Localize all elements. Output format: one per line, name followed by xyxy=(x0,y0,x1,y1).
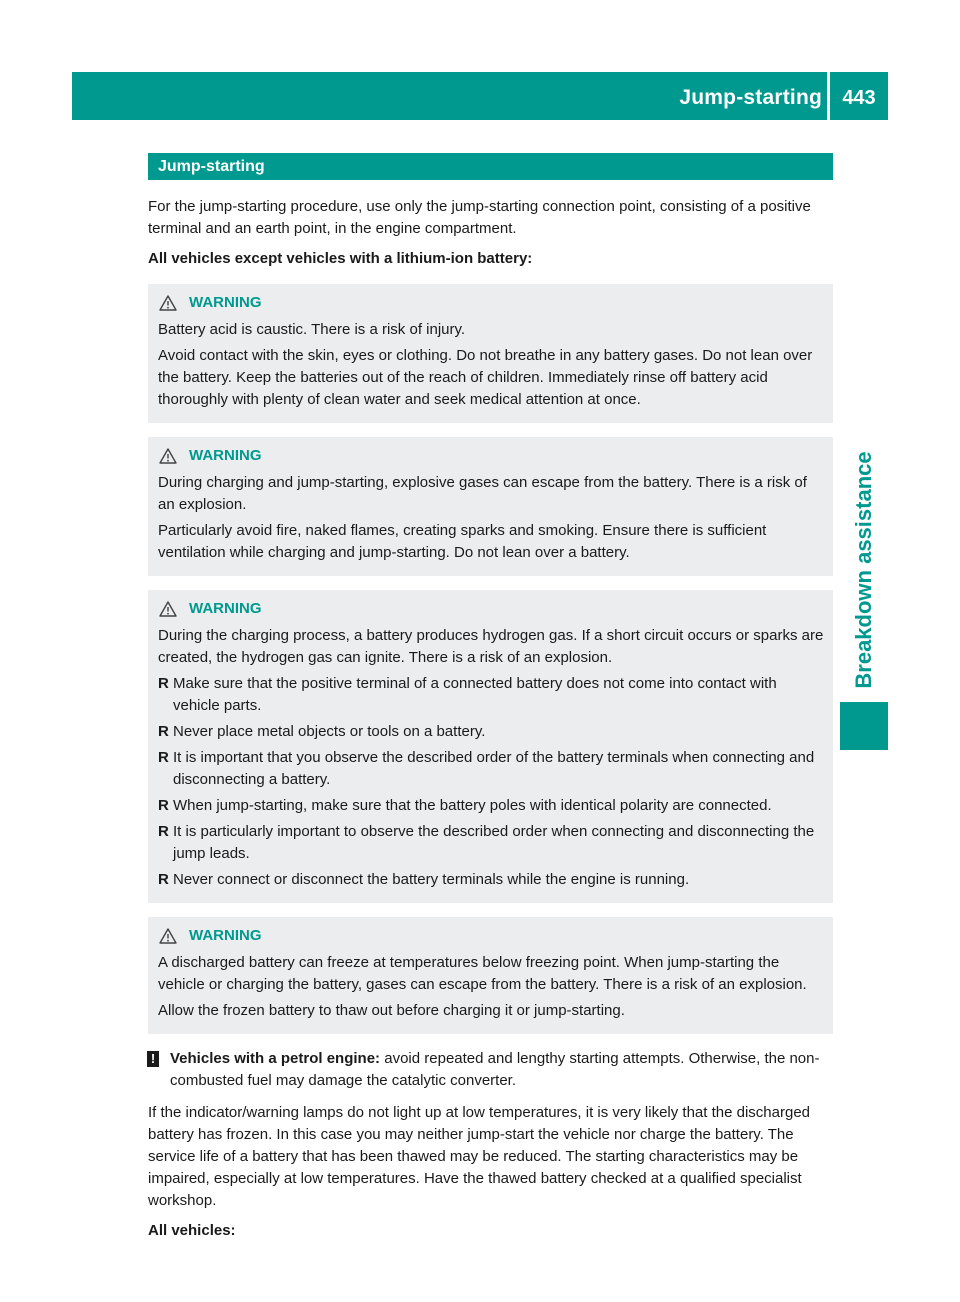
notice-body: avoid repeated and lengthy starting attempts. Otherwise, the non-combusted fuel may damage the catalytic converter. xyxy=(170,1050,820,1089)
notice xyxy=(148,1048,833,1092)
bullet-mark: R xyxy=(158,749,169,766)
subheading-lithium: All vehicles except vehicles with a lithium-ion battery: xyxy=(148,250,533,267)
warning-title: WARNING xyxy=(189,927,262,944)
warning-bullet-list xyxy=(158,673,824,891)
warning-triangle-icon xyxy=(159,448,177,464)
list-item-text: Never place metal objects or tools on a battery. xyxy=(173,723,486,740)
warning-box xyxy=(148,917,833,1034)
warning-title: WARNING xyxy=(189,447,262,464)
warning-text: A discharged battery can freeze at temperatures below freezing point. When jump-starting the vehicle or charging the battery, gases can escape from the battery. There is a risk of an explosion. xyxy=(158,954,807,993)
page-number: 443 xyxy=(842,87,876,109)
list-item-text: Make sure that the positive terminal of a connected battery does not come into contact with vehicle parts. xyxy=(173,675,777,714)
warning-text: Particularly avoid fire, naked flames, creating sparks and smoking. Ensure there is sufficient ventilation while charging and jump-starting. Do not lean over a battery. xyxy=(158,522,767,561)
page-header xyxy=(72,72,888,120)
subheading-all-vehicles: All vehicles: xyxy=(148,1222,236,1239)
warning-header xyxy=(158,598,824,620)
bullet-mark: R xyxy=(158,871,169,888)
warning-triangle-icon xyxy=(159,601,177,617)
notice-label: Vehicles with a petrol engine: xyxy=(170,1050,381,1067)
chapter-tab-marker xyxy=(840,702,888,750)
warning-text: Avoid contact with the skin, eyes or clothing. Do not breathe in any battery gases. Do not lean over the battery. Keep the batteries out of the reach of children. Immediately rinse off battery acid thoroughly with plenty of clean water and seek medical attention at once. xyxy=(158,347,813,408)
warning-title: WARNING xyxy=(189,600,262,617)
warning-box xyxy=(148,284,833,423)
warning-title: WARNING xyxy=(189,294,262,311)
list-item-text: Never connect or disconnect the battery terminals while the engine is running. xyxy=(173,871,690,888)
bullet-mark: R xyxy=(158,675,169,692)
intro-paragraph: For the jump-starting procedure, use only the jump-starting connection point, consisting of a positive terminal and an earth point, in the engine compartment. xyxy=(148,198,811,237)
list-item xyxy=(158,721,824,743)
body-paragraph: If the indicator/warning lamps do not light up at low temperatures, it is very likely that the discharged battery has frozen. In this case you may neither jump-start the vehicle nor charge the battery. The service life of a battery that has been thawed may be reduced. The starting characteristics may be impaired, especially at low temperatures. Have the thawed battery checked at a qualified specialist workshop. xyxy=(148,1104,810,1209)
list-item xyxy=(158,747,824,791)
list-item-text: It is important that you observe the described order of the battery terminals when connecting and disconnecting a battery. xyxy=(173,749,815,788)
warning-text: Allow the frozen battery to thaw out before charging it or jump-starting. xyxy=(158,1002,625,1019)
section-heading: Jump-starting xyxy=(148,153,833,180)
exclamation-icon: ! xyxy=(147,1051,159,1067)
warning-box xyxy=(148,437,833,576)
warning-text: During charging and jump-starting, explosive gases can escape from the battery. There is a risk of an explosion. xyxy=(158,474,807,513)
chapter-side-tab xyxy=(840,430,888,710)
bullet-mark: R xyxy=(158,797,169,814)
warning-header xyxy=(158,925,824,947)
bullet-mark: R xyxy=(158,823,169,840)
list-item-text: When jump-starting, make sure that the battery poles with identical polarity are connected. xyxy=(173,797,772,814)
bullet-mark: R xyxy=(158,723,169,740)
warning-header xyxy=(158,292,824,314)
warning-box xyxy=(148,590,833,903)
list-item xyxy=(158,869,824,891)
notice-text xyxy=(156,1048,833,1092)
page-content xyxy=(148,153,833,1256)
list-item-text: It is particularly important to observe the described order when connecting and disconnecting the jump leads. xyxy=(173,823,815,862)
list-item xyxy=(158,821,824,865)
warning-triangle-icon xyxy=(159,928,177,944)
warning-header xyxy=(158,445,824,467)
list-item xyxy=(158,795,824,817)
warning-triangle-icon xyxy=(159,295,177,311)
header-section-title: Jump-starting xyxy=(679,86,822,109)
list-item xyxy=(158,673,824,717)
chapter-tab-label: Breakdown assistance xyxy=(851,451,876,689)
warning-text: During the charging process, a battery produces hydrogen gas. If a short circuit occurs or sparks are created, the hydrogen gas can ignite. There is a risk of an explosion. xyxy=(158,627,824,666)
warning-text: Battery acid is caustic. There is a risk of injury. xyxy=(158,321,466,338)
